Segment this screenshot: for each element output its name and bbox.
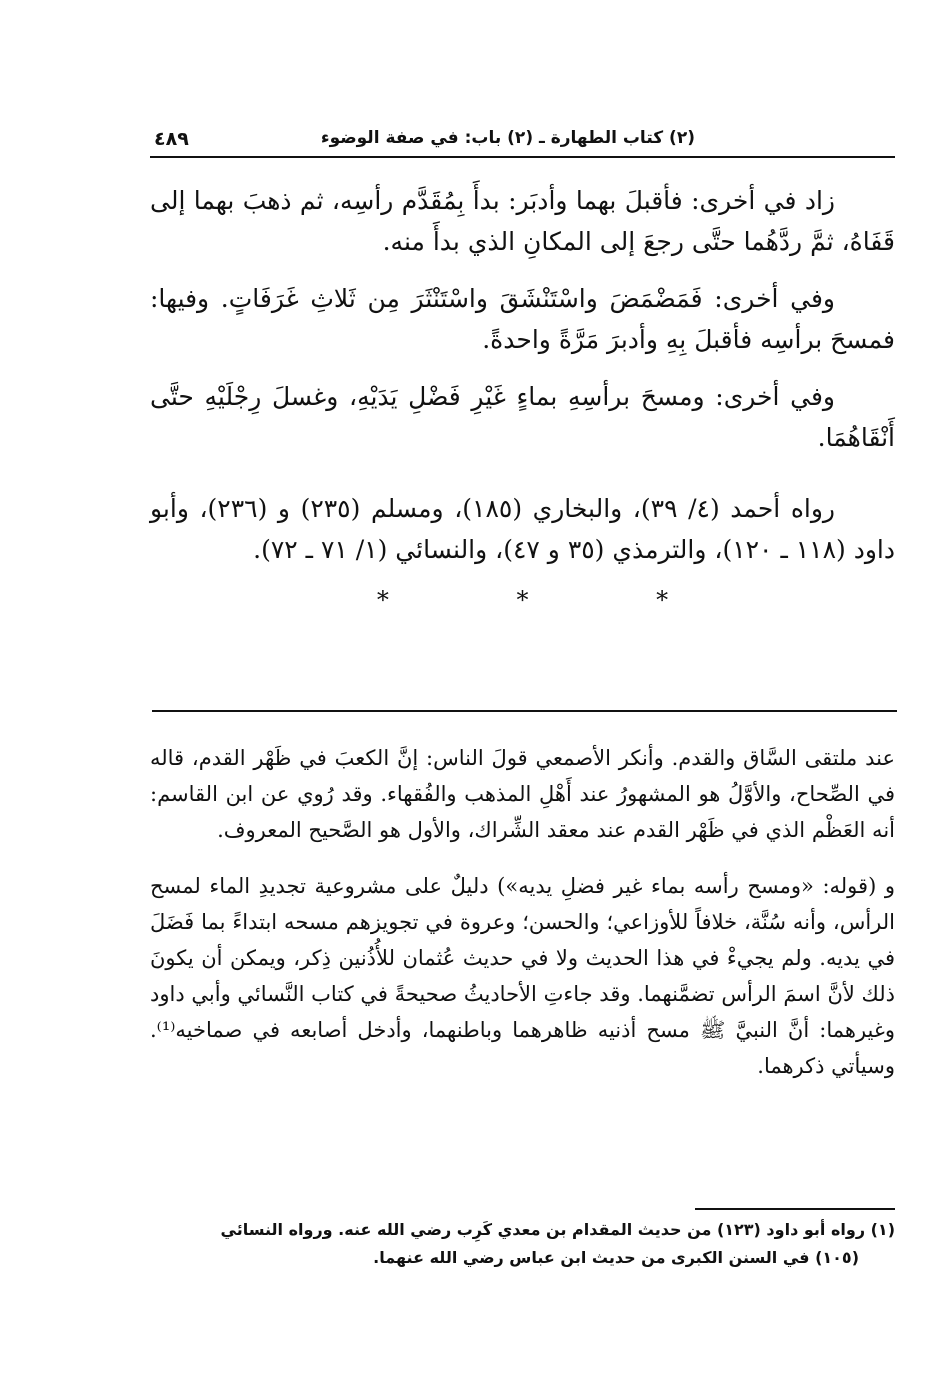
commentary-text (150, 740, 895, 1104)
commentary-paragraph: عند ملتقى السَّاق والقدم. وأنكر الأصمعي قولَ الناس: إنَّ الكعبَ في ظَهْر القدم، قاله في الصِّحاح، والأوَّلُ هو المشهورُ عند أَهْلِ المذهب والفُقهاء. وقد رُوي عن ابن القاسم: أنه العَظْم الذي في ظَهْر القدم عند معقد الشِّراك، والأول هو الصَّحيح المعروف. (150, 746, 895, 842)
header-title: (٢) كتاب الطهارة ـ (٢) باب: في صفة الوضوء (320, 128, 695, 148)
section-separator: * * * (376, 586, 729, 614)
hadith-sources: رواه أحمد (٤/ ٣٩)، والبخاري (١٨٥)، ومسلم (٢٣٥) و (٢٣٦)، وأبو داود (١١٨ ـ ١٢٠)، والترمذي (٣٥ و ٤٧)، والنسائي (١/ ٧١ ـ ٧٢). (150, 494, 895, 564)
footnote-line: (١) رواه أبو داود (١٢٣) من حديث المقدام بن معدي كَرِب رضي الله عنه. ورواه النسائي (220, 1220, 895, 1239)
footnote-divider (695, 1208, 895, 1210)
hadith-text (150, 180, 895, 614)
footnote-line: (١٠٥) في السنن الكبرى من حديث ابن عباس رضي الله عنهما. (373, 1248, 859, 1267)
commentary-divider (152, 710, 897, 712)
hadith-paragraph: وفي أخرى: ومسحَ برأسِهِ بماءٍ غَيْرِ فَضْلِ يَدَيْهِ، وغسلَ رِجْلَيْهِ حتَّى أَنْقَاهُمَا. (150, 382, 895, 452)
hadith-paragraph: زاد في أخرى: فأقبلَ بهما وأدبَر: بدأَ بِمُقَدَّم رأسِه، ثم ذهبَ بهما إلى قَفَاهُ، ثمَّ ردَّهُما حتَّى رجعَ إلى المكانِ الذي بدأَ منه. (150, 186, 895, 256)
hadith-paragraph: وفي أخرى: فَمَضْمَضَ واسْتَنْشَقَ واسْتَنْثَرَ مِن ثَلاثِ غَرَفَاتٍ. وفيها: فمسحَ برأسِه فأقبلَ بِهِ وأدبرَ مَرَّةً واحدةً. (150, 284, 895, 354)
commentary-paragraph: و (قوله: «ومسح رأسه بماء غير فضلِ يديه») دليلٌ على مشروعية تجديدِ الماء لمسح الرأس، وأنه سُنَّة، خلافاً للأوزاعي؛ والحسن؛ وعروة في تجويزهم مسحه ابتداءً بما فَضَلَ في يديه. ولم يجيءْ في هذا الحديث ولا في حديث عُثمان للأُذُنين ذِكر، ويمكن أن يكونَ ذلك لأنَّ اسمَ الرأس تضمَّنهما. وقد جاءتِ الأحاديثُ صحيحةً في كتاب النَّسائي وأبي داود وغيرهما: أنَّ النبيَّ ﷺ مسح أذنيه ظاهرهما وباطنهما، وأدخل أصابعه في صماخيه⁽¹⁾. وسيأتي ذكرهما. (150, 874, 895, 1078)
page-number: ٤٨٩ (154, 128, 189, 150)
footnote (160, 1216, 895, 1272)
running-header (150, 122, 895, 158)
